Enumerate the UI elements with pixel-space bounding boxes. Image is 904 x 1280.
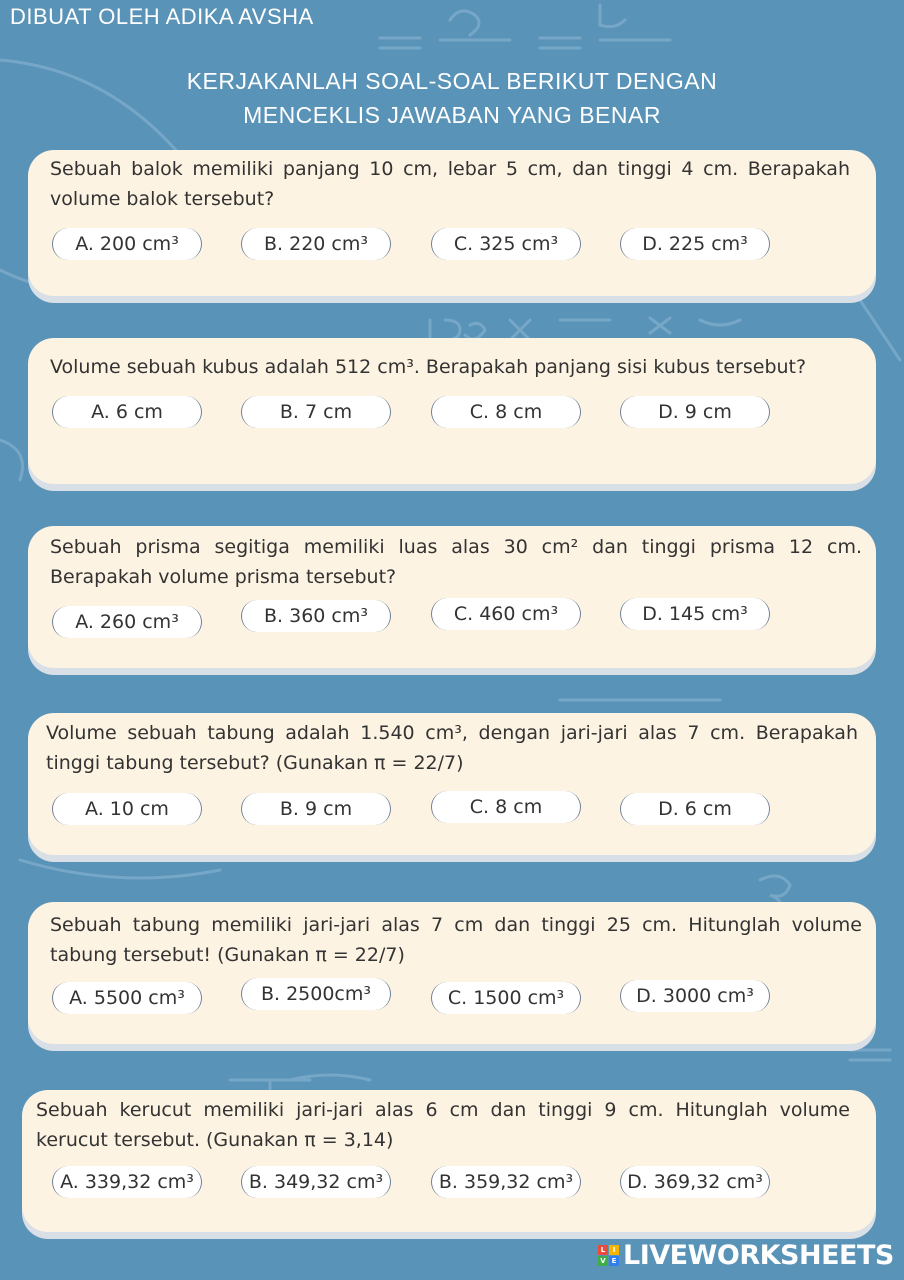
option-6-a[interactable]: A. 339,32 cm³ — [52, 1166, 202, 1198]
liveworksheets-logo[interactable] — [598, 1239, 894, 1271]
option-5-c[interactable]: C. 1500 cm³ — [431, 982, 581, 1014]
option-2-a[interactable]: A. 6 cm — [52, 396, 202, 428]
option-6-b[interactable]: B. 349,32 cm³ — [241, 1166, 391, 1198]
author-credit: DIBUAT OLEH ADIKA AVSHA — [10, 4, 314, 29]
logo-text: LIVEWORKSHEETS — [623, 1239, 894, 1271]
option-5-a[interactable]: A. 5500 cm³ — [52, 982, 202, 1014]
page-title — [0, 64, 904, 132]
question-text-5: Sebuah tabung memiliki jari-jari alas 7 cm dan tinggi 25 cm. Hitunglah volume tabung tersebut! (Gunakan π = 22/7) — [50, 914, 862, 966]
option-2-c[interactable]: C. 8 cm — [431, 396, 581, 428]
option-2-b[interactable]: B. 7 cm — [241, 396, 391, 428]
option-3-c[interactable]: C. 460 cm³ — [431, 598, 581, 630]
title-line-2: MENCEKLIS JAWABAN YANG BENAR — [243, 102, 661, 128]
question-text-2: Volume sebuah kubus adalah 512 cm³. Berapakah panjang sisi kubus tersebut? — [50, 356, 807, 378]
option-1-c[interactable]: C. 325 cm³ — [431, 228, 581, 260]
question-text-3: Sebuah prisma segitiga memiliki luas alas 30 cm² dan tinggi prisma 12 cm. Berapakah volume prisma tersebut? — [50, 536, 862, 588]
question-card-2 — [28, 338, 876, 484]
question-text-4: Volume sebuah tabung adalah 1.540 cm³, dengan jari-jari alas 7 cm. Berapakah tinggi tabung tersebut? (Gunakan π = 22/7) — [46, 722, 858, 774]
question-card-5 — [28, 902, 876, 1044]
question-card-4 — [28, 713, 876, 855]
question-card-3 — [28, 526, 876, 668]
logo-letter-i: I — [609, 1245, 619, 1255]
logo-letter-e: E — [609, 1256, 619, 1266]
logo-grid-icon — [598, 1245, 619, 1266]
title-line-1: KERJAKANLAH SOAL-SOAL BERIKUT DENGAN — [186, 68, 718, 94]
option-4-b[interactable]: B. 9 cm — [241, 793, 391, 825]
option-3-b[interactable]: B. 360 cm³ — [241, 600, 391, 632]
option-3-a[interactable]: A. 260 cm³ — [52, 606, 202, 638]
option-4-a[interactable]: A. 10 cm — [52, 793, 202, 825]
option-6-c[interactable]: B. 359,32 cm³ — [431, 1166, 581, 1198]
option-1-b[interactable]: B. 220 cm³ — [241, 228, 391, 260]
option-4-c[interactable]: C. 8 cm — [431, 791, 581, 823]
option-5-d[interactable]: D. 3000 cm³ — [620, 980, 770, 1012]
question-card-6 — [22, 1090, 876, 1232]
option-6-d[interactable]: D. 369,32 cm³ — [620, 1166, 770, 1198]
question-card-1 — [28, 150, 876, 296]
option-1-d[interactable]: D. 225 cm³ — [620, 228, 770, 260]
option-4-d[interactable]: D. 6 cm — [620, 793, 770, 825]
option-2-d[interactable]: D. 9 cm — [620, 396, 770, 428]
question-text-1: Sebuah balok memiliki panjang 10 cm, lebar 5 cm, dan tinggi 4 cm. Berapakah volume balok tersebut? — [50, 158, 850, 210]
option-3-d[interactable]: D. 145 cm³ — [620, 598, 770, 630]
option-1-a[interactable]: A. 200 cm³ — [52, 228, 202, 260]
option-5-b[interactable]: B. 2500cm³ — [241, 978, 391, 1010]
logo-letter-l: L — [598, 1245, 608, 1255]
question-text-6: Sebuah kerucut memiliki jari-jari alas 6 cm dan tinggi 9 cm. Hitunglah volume kerucut tersebut. (Gunakan π = 3,14) — [36, 1099, 850, 1151]
logo-letter-v: V — [598, 1256, 608, 1266]
